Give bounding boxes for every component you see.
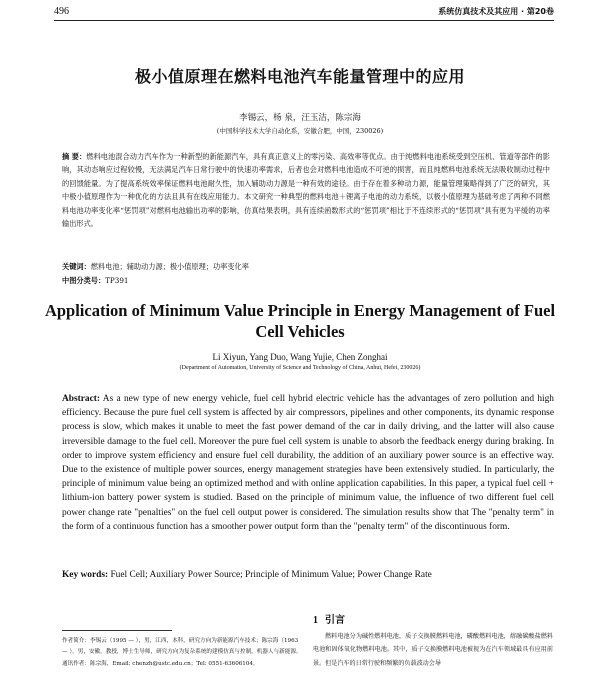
keywords-chinese [62,262,550,272]
running-header [54,6,554,20]
section-number: 1 [313,615,318,626]
title-english: Application of Minimum Value Principle in Energy Management of Fuel Cell Vehicles [44,301,556,341]
abstract-english [62,392,554,534]
section-title: 引言 [324,615,345,626]
classification-number [62,276,550,286]
authors-chinese: 李锡云，杨 泉，汪玉洁，陈宗海 [239,113,361,123]
abstract-text-en: As a new type of new energy vehicle, fuel cell hybrid electric vehicle has the advantages of zero pollution and high efficiency. Because the pure fuel cell system is affected by air compressors, pipelines and other components, its dynamic response process is slow, which makes it unable to meet the fast power demand of the car in daily driving, and the latter will also cause irreversible damage to the fuel cell. Moreover the pure fuel cell system is unable to absorb the feedback energy during braking. In order to improve system efficiency and ensure fuel cell durability, the addition of an auxiliary power source is an effective way. Due to the existence of multiple power sources, energy management strategies have been extensively studied. In particularly, the principle of minimum value being an optimized method and with online application capabilities. In this paper, a typical fuel cell + lithium-ion battery power system is studied. Based on the principle of minimum value, the influence of two different fuel cell power change rate "penalties" on the fuel cell output power is considered. The simulation results show that The "penalty term" in the form of a continuous function has a smoother power output form than the "penalty term" of the discontinuous form. [62,394,554,532]
abstract-label-cn: 摘 要： [62,152,87,161]
footnote-corresponding: 通讯作者：陈宗海，Email: chenzh@ustc.edu.cn；Tel: 0551-63606104。 [62,660,259,667]
authors-english: Li Xiyun, Yang Duo, Wang Yujie, Chen Zonghai [212,352,388,362]
header-rule [54,20,554,21]
keywords-text-cn: 燃料电池；辅助动力源；极小值原理；功率变化率 [90,262,249,271]
abstract-chinese [62,150,550,230]
page-number: 496 [54,6,69,17]
journal-name: 系统仿真技术及其应用 · 第20卷 [438,7,554,16]
intro-paragraph: 燃料电池分为碱性燃料电池，质子交换膜燃料电池，磷酸燃料电池，熔融碳酸盐燃料电池和固体氧化物燃料电池。其中，质子交换膜燃料电池被视为在汽车领域最具有应用前景。但是汽车的日常行驶和频繁的负载波动会导 [313,633,553,667]
classification-text: TP391 [105,276,129,285]
classification-label: 中图分类号： [62,276,106,285]
title-chinese: 极小值原理在燃料电池汽车能量管理中的应用 [134,67,465,86]
section-heading-intro [313,611,345,626]
affiliation-chinese: (中国科学技术大学自动化系，安徽合肥，中国，230026) [216,127,384,135]
keywords-label-cn: 关键词： [62,262,91,271]
abstract-label-en: Abstract: [62,394,101,404]
affiliation-english: (Department of Automation, University of Science and Technology of China, Anhui, Hefei, 230026) [179,365,421,371]
footnote-author-bio: 作者简介：李锡云（1995 — ），男，江西，本科，研究方向为新能源汽车技术；陈宗海（1963 — ），男，安徽，教授，博士生导师，研究方向为复杂系统的建模仿真与控制，机器人与新能源。 [62,638,302,656]
footnote-rule [62,630,172,631]
abstract-text-cn: 燃料电池混合动力汽车作为一种新型的新能源汽车，具有真正意义上的零污染、高效率等优点。由于纯燃料电池系统受到空压机、管道等部件的影响，其动态响应过程较慢，无法满足汽车日常行驶中的快速功率需求，后者也会对燃料电池造成不可逆的损害，而且纯燃料电池系统无法吸收制动过程中的回馈能量。为了提高系统效率保证燃料电池耐久性，加入辅助动力源是一种有效的途径。由于存在着多种动力源，能量管理策略得到了广泛的研究，其中极小值原理作为一种优化的方法且具有在线应用能力。本文研究一种典型的燃料电池＋锂离子电池的动力系统，以极小值原理为基础考虑了两种不同燃料电池功率变化率“惩罚项”对燃料电池输出功率的影响，仿真结果表明，具有连续函数形式的“惩罚项”相比于不连续形式的“惩罚项”具有更为平缓的功率输出形式。 [62,152,550,229]
footnotes [62,636,302,670]
keywords-label-en: Key words: [62,570,109,580]
keywords-english [62,570,554,580]
keywords-text-en: Fuel Cell; Auxiliary Power Source; Principle of Minimum Value; Power Change Rate [110,570,432,580]
